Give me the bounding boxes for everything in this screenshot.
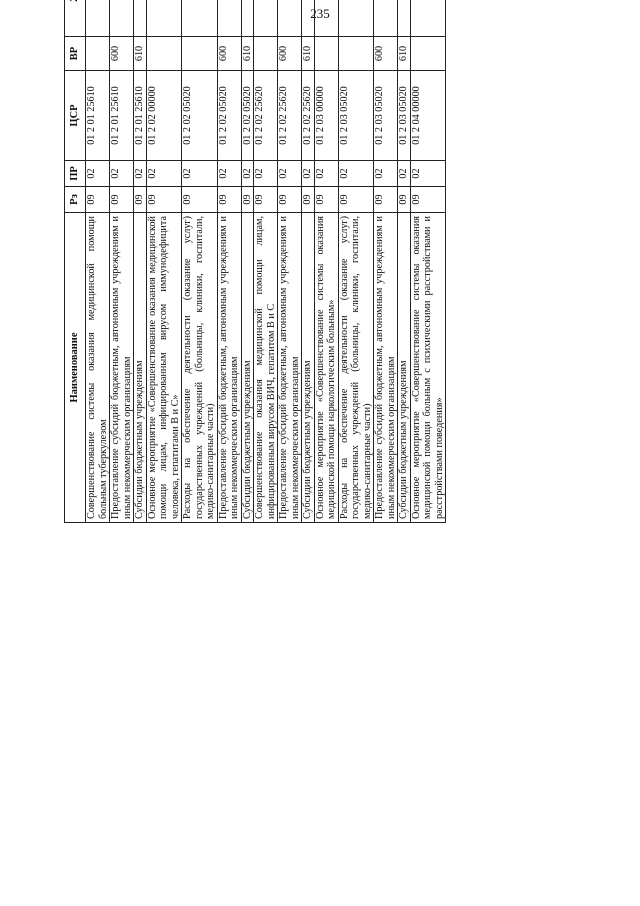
cell-name: Основное мероприятие «Совершенствование системы оказания медицинской помощи наркологическим больным» bbox=[314, 213, 338, 523]
col-header-csr: ЦСР bbox=[65, 71, 86, 161]
cell-2023 bbox=[278, 0, 302, 37]
cell-csr: 01 2 03 05020 bbox=[398, 71, 411, 161]
cell-csr: 01 2 01 25610 bbox=[110, 71, 134, 161]
col-header-rz: Рз bbox=[65, 187, 86, 213]
cell-vr bbox=[410, 37, 446, 71]
table-row bbox=[110, 0, 134, 523]
cell-csr: 01 2 02 05020 bbox=[217, 71, 241, 161]
cell-name: Предоставление субсидий бюджетным, автономным учреждениям и иным некоммерческим организациям bbox=[374, 213, 398, 523]
rotated-table-area bbox=[64, 39, 548, 849]
cell-pr: 02 bbox=[241, 161, 254, 187]
col-header-name: Наименование bbox=[65, 213, 86, 523]
cell-rz: 09 bbox=[134, 187, 147, 213]
cell-rz: 09 bbox=[398, 187, 411, 213]
table-row bbox=[374, 0, 398, 523]
cell-csr: 01 2 02 05020 bbox=[182, 71, 218, 161]
cell-name: Основное мероприятие «Совершенствование оказания медицинской помощи лицам, инфицированным вирусом иммунодефицита человека, гепатитами В и С» bbox=[146, 213, 182, 523]
cell-name: Основное мероприятие «Совершенствование системы оказания медицинской помощи больным с психическими расстройствами и расстройствами поведения» bbox=[410, 213, 446, 523]
cell-vr: 610 bbox=[241, 37, 254, 71]
cell-name: Расходы на обеспечение деятельности (оказание услуг) государственных учреждений (больницы, клиники, госпитали, медико-санитарные части) bbox=[338, 213, 374, 523]
table-row bbox=[278, 0, 302, 523]
page-number: 235 bbox=[310, 6, 330, 21]
cell-vr: 610 bbox=[398, 37, 411, 71]
table-row bbox=[146, 0, 182, 523]
cell-2023 bbox=[302, 0, 315, 37]
cell-pr: 02 bbox=[146, 161, 182, 187]
table-body bbox=[86, 0, 446, 523]
cell-rz: 09 bbox=[146, 187, 182, 213]
cell-rz: 09 bbox=[302, 187, 315, 213]
cell-name: Предоставление субсидий бюджетным, автономным учреждениям и иным некоммерческим организациям bbox=[110, 213, 134, 523]
cell-name: Совершенствование оказания медицинской помощи лицам, инфицированным вирусом ВИЧ, гепатитом В и С bbox=[254, 213, 278, 523]
table-row bbox=[182, 0, 218, 523]
cell-2023 bbox=[146, 0, 182, 37]
table-header-row bbox=[65, 0, 86, 523]
table-row bbox=[254, 0, 278, 523]
cell-csr: 01 2 02 25620 bbox=[278, 71, 302, 161]
table-row bbox=[241, 0, 254, 523]
cell-name: Субсидии бюджетным учреждениям bbox=[134, 213, 147, 523]
cell-name: Субсидии бюджетным учреждениям bbox=[398, 213, 411, 523]
cell-rz: 09 bbox=[278, 187, 302, 213]
cell-vr: 600 bbox=[110, 37, 134, 71]
cell-csr: 01 2 02 25620 bbox=[254, 71, 278, 161]
cell-pr: 02 bbox=[374, 161, 398, 187]
cell-rz: 09 bbox=[110, 187, 134, 213]
table-row bbox=[86, 0, 110, 523]
cell-pr: 02 bbox=[86, 161, 110, 187]
cell-vr: 600 bbox=[374, 37, 398, 71]
cell-csr: 01 2 03 05020 bbox=[338, 71, 374, 161]
cell-2023 bbox=[398, 0, 411, 37]
cell-2023 bbox=[217, 0, 241, 37]
cell-vr bbox=[254, 37, 278, 71]
cell-pr: 02 bbox=[110, 161, 134, 187]
col-header-vr: ВР bbox=[65, 37, 86, 71]
cell-rz: 09 bbox=[217, 187, 241, 213]
cell-pr: 02 bbox=[134, 161, 147, 187]
cell-2023 bbox=[86, 0, 110, 37]
cell-vr: 610 bbox=[134, 37, 147, 71]
cell-2023 bbox=[314, 0, 338, 37]
cell-pr: 02 bbox=[398, 161, 411, 187]
cell-csr: 01 2 02 05020 bbox=[241, 71, 254, 161]
cell-rz: 09 bbox=[374, 187, 398, 213]
cell-csr: 01 2 02 25620 bbox=[302, 71, 315, 161]
budget-table-wrapper bbox=[64, 0, 548, 523]
cell-name: Субсидии бюджетным учреждениям bbox=[302, 213, 315, 523]
cell-rz: 09 bbox=[241, 187, 254, 213]
cell-csr: 01 2 03 00000 bbox=[314, 71, 338, 161]
table-row bbox=[410, 0, 446, 523]
cell-csr: 01 2 04 00000 bbox=[410, 71, 446, 161]
cell-2023 bbox=[241, 0, 254, 37]
cell-rz: 09 bbox=[410, 187, 446, 213]
cell-rz: 09 bbox=[182, 187, 218, 213]
cell-rz: 09 bbox=[338, 187, 374, 213]
table-row bbox=[217, 0, 241, 523]
cell-2023 bbox=[338, 0, 374, 37]
cell-name: Совершенствование системы оказания медицинской помощи больным туберкулезом bbox=[86, 213, 110, 523]
cell-2023 bbox=[254, 0, 278, 37]
table-row bbox=[338, 0, 374, 523]
cell-2023 bbox=[410, 0, 446, 37]
cell-name: Субсидии бюджетным учреждениям bbox=[241, 213, 254, 523]
table-row bbox=[314, 0, 338, 523]
table-row bbox=[398, 0, 411, 523]
cell-pr: 02 bbox=[410, 161, 446, 187]
cell-vr bbox=[86, 37, 110, 71]
cell-pr: 02 bbox=[217, 161, 241, 187]
cell-csr: 01 2 01 25610 bbox=[134, 71, 147, 161]
cell-pr: 02 bbox=[278, 161, 302, 187]
cell-vr: 600 bbox=[217, 37, 241, 71]
cell-name: Предоставление субсидий бюджетным, автономным учреждениям и иным некоммерческим организациям bbox=[278, 213, 302, 523]
cell-csr: 01 2 01 25610 bbox=[86, 71, 110, 161]
table-row bbox=[302, 0, 315, 523]
cell-pr: 02 bbox=[314, 161, 338, 187]
cell-vr bbox=[146, 37, 182, 71]
cell-2023 bbox=[374, 0, 398, 37]
cell-2023 bbox=[110, 0, 134, 37]
cell-rz: 09 bbox=[314, 187, 338, 213]
cell-vr bbox=[338, 37, 374, 71]
cell-pr: 02 bbox=[302, 161, 315, 187]
cell-csr: 01 2 03 05020 bbox=[374, 71, 398, 161]
cell-vr bbox=[182, 37, 218, 71]
col-header-pr: ПР bbox=[65, 161, 86, 187]
cell-2023 bbox=[134, 0, 147, 37]
cell-rz: 09 bbox=[254, 187, 278, 213]
cell-csr: 01 2 02 00000 bbox=[146, 71, 182, 161]
cell-name: Предоставление субсидий бюджетным, автономным учреждениям и иным некоммерческим организациям bbox=[217, 213, 241, 523]
cell-2023 bbox=[182, 0, 218, 37]
cell-pr: 02 bbox=[254, 161, 278, 187]
cell-vr: 600 bbox=[278, 37, 302, 71]
cell-rz: 09 bbox=[86, 187, 110, 213]
cell-pr: 02 bbox=[338, 161, 374, 187]
cell-vr: 610 bbox=[302, 37, 315, 71]
budget-table bbox=[64, 0, 446, 523]
cell-name: Расходы на обеспечение деятельности (оказание услуг) государственных учреждений (больницы, клиники, госпитали, медико-санитарные части) bbox=[182, 213, 218, 523]
col-header-2023 bbox=[65, 0, 86, 37]
table-row bbox=[134, 0, 147, 523]
cell-pr: 02 bbox=[182, 161, 218, 187]
cell-vr bbox=[314, 37, 338, 71]
